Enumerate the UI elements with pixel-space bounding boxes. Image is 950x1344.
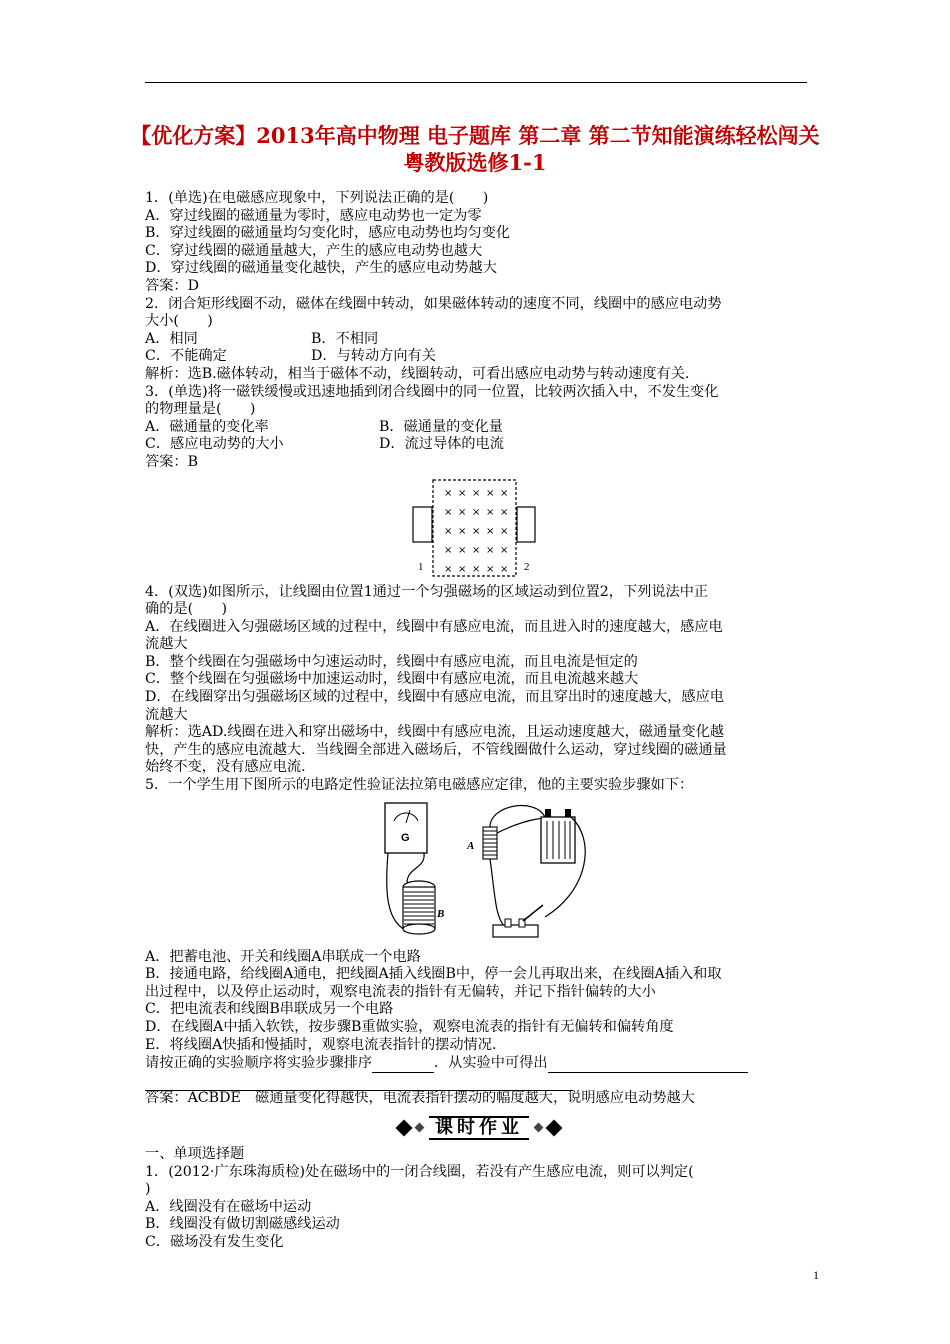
document-body	[145, 190, 813, 1252]
q5-step-a	[145, 949, 813, 967]
q4-stem-line2: 确的是( )	[145, 601, 228, 618]
coil-a-label: A	[467, 839, 475, 852]
q1-option-d: D．穿过线圈的磁通量变化越快，产生的感应电动势越大	[145, 260, 497, 277]
field-cross-mark: ×	[444, 563, 453, 575]
q5-step-d: D．在线圈A中插入软铁，按步骤B重做实验，观察电流表的指针有无偏转和偏转角度	[145, 1019, 674, 1035]
q4-option-d-line1: D．在线圈穿出匀强磁场区域的过程中，线圈中有感应电流，而且穿出时的速度越大，感应电	[145, 689, 724, 706]
order-answer-blank	[372, 1054, 434, 1073]
q1-answer: 答案：D	[145, 277, 199, 294]
field-cross-mark: ×	[472, 506, 481, 518]
q4-option-a-line1: A．在线圈进入匀强磁场区域的过程中，线圈中有感应电流，而且进入时的速度越大，感应电	[145, 618, 723, 635]
q5-blank-line2	[145, 1073, 813, 1091]
q2-option-d: D．与转动方向有关	[311, 348, 436, 365]
q3-option-a: A．磁通量的变化率	[145, 418, 269, 435]
field-cross-mark: ×	[500, 525, 509, 537]
homework-heading: 一、单项选择题	[145, 1145, 245, 1162]
field-cross-mark: ×	[458, 506, 467, 518]
q1-option-b: B．穿过线圈的磁通量均匀变化时，感应电动势也均匀变化	[145, 225, 511, 242]
diamond-icon	[546, 1119, 563, 1136]
homework-q1-line1: 1．(2012·广东珠海质检)处在磁场中的一闭合线圈，若没有产生感应电流，则可以判定(	[145, 1163, 694, 1180]
q4-analysis-line2: 快，产生的感应电流越大．当线圈全部进入磁场后，不管线圈做什么运动，穿过线圈的磁通量	[145, 741, 727, 758]
small-diamond-icon	[415, 1123, 425, 1133]
q2-option-c: C．不能确定	[145, 348, 227, 365]
q3-option-c: C．感应电动势的大小	[145, 436, 284, 453]
field-cross-mark: ×	[444, 487, 453, 499]
q2-stem-line2: 大小( )	[145, 313, 213, 330]
q5-question	[145, 1054, 813, 1073]
q3-options-row2	[145, 436, 813, 454]
q4-analysis-line3: 始终不变，没有感应电流.	[145, 759, 306, 776]
diamond-icon	[396, 1119, 413, 1136]
q5-step-c: C．把电流表和线圈B串联成另一个电路	[145, 1001, 394, 1018]
q1-option-a: A．穿过线圈的磁通量为零时，感应电动势也一定为零	[145, 207, 482, 224]
field-cross-mark: ×	[444, 525, 453, 537]
coil-b-label: B	[437, 907, 445, 920]
page-number: 1	[813, 1268, 819, 1282]
q3-answer: 答案：B	[145, 453, 198, 470]
field-cross-mark: ×	[500, 544, 509, 556]
q2-options-row1	[145, 331, 813, 349]
small-diamond-icon	[534, 1123, 544, 1133]
q4-option-a-line2: 流越大	[145, 636, 188, 653]
conclusion-answer-blank-2	[145, 1073, 573, 1092]
magnetic-field-diagram	[145, 476, 813, 584]
header-rule	[145, 82, 807, 83]
field-cross-mark: ×	[486, 544, 495, 556]
q5-answer: 答案：ACBDE 磁通量变化得越快，电流表指针摆动的幅度越大，说明感应电动势越大	[145, 1090, 695, 1107]
q5-question-part2: ．从实验中可得出	[434, 1055, 548, 1072]
q3-stem-line1: 3．(单选)将一磁铁缓慢或迅速地插到闭合线圈中的同一位置，比较两次插入中，不发生变化	[145, 383, 719, 400]
field-cross-mark: ×	[500, 563, 509, 575]
homework-q1-option-b: B．线圈没有做切割磁感线运动	[145, 1216, 340, 1233]
q4-option-d-line2: 流越大	[145, 706, 188, 723]
field-cross-mark: ×	[458, 544, 467, 556]
field-cross-mark: ×	[500, 487, 509, 499]
q4-option-b: B．整个线圈在匀强磁场中匀速运动时，线圈中有感应电流，而且电流是恒定的	[145, 653, 638, 670]
q2-analysis: 解析：选B.磁体转动，相当于磁体不动，线圈转动，可看出感应电动势与转动速度有关.	[145, 365, 690, 382]
q1-option-c: C．穿过线圈的磁通量越大，产生的感应电动势也越大	[145, 242, 483, 259]
field-cross-mark: ×	[472, 487, 481, 499]
field-cross-mark: ×	[486, 506, 495, 518]
q5-question-part1: 请按正确的实验顺序将实验步骤排序	[145, 1055, 373, 1072]
q4-option-c: C．整个线圈在匀强磁场中加速运动时，线圈中有感应电流，而且电流越来越大	[145, 671, 639, 688]
galvanometer-label: G	[401, 831, 410, 844]
q2-options-row2	[145, 348, 813, 366]
field-cross-mark: ×	[458, 487, 467, 499]
q3-option-b: B．磁通量的变化量	[379, 418, 503, 435]
field-cross-mark: ×	[444, 506, 453, 518]
field-cross-mark: ×	[486, 525, 495, 537]
q5-step-b-line1: B．接通电路，给线圈A通电，把线圈A插入线圈B中，停一会儿再取出来，在线圈A插入和取	[145, 966, 722, 983]
field-cross-mark: ×	[444, 544, 453, 556]
position-2-label: 2	[524, 560, 530, 573]
q5-stem: 5．一个学生用下图所示的电路定性验证法拉第电磁感应定律，他的主要实验步骤如下：	[145, 777, 694, 794]
field-cross-mark: ×	[500, 506, 509, 518]
q3-stem-line2: 的物理量是( )	[145, 401, 256, 418]
field-cross-mark: ×	[486, 563, 495, 575]
q4-analysis-line1: 解析：选AD.线圈在进入和穿出磁场中，线圈中有感应电流，且运动速度越大，磁通量变化越	[145, 724, 724, 741]
field-cross-mark: ×	[458, 525, 467, 537]
q5-step-a-text: A．把蓄电池、开关和线圈A串联成一个电路	[145, 948, 421, 965]
q3-option-d: D．流过导体的电流	[379, 436, 504, 453]
conclusion-answer-blank	[548, 1054, 748, 1073]
q2-option-b: B．不相同	[311, 330, 379, 347]
homework-banner-text: 课时作业	[429, 1116, 529, 1140]
q5-step-e: E．将线圈A快插和慢插时，观察电流表指针的摆动情况.	[145, 1036, 497, 1053]
field-cross-mark: ×	[472, 563, 481, 575]
q1-stem: 1．(单选)在电磁感应现象中，下列说法正确的是( )	[145, 190, 489, 206]
figure-magnetic-field	[145, 476, 813, 584]
q5-step-b-line2: 出过程中，以及停止运动时，观察电流表的指针有无偏转，并记下指针偏转的大小	[145, 983, 656, 1000]
page-title: 【优化方案】2013年高中物理 电子题库 第二章 第二节知能演练轻松闯关 粤教版选修1-1	[130, 123, 820, 175]
q4-stem-line1: 4．(双选)如图所示，让线圈由位置1通过一个匀强磁场的区域运动到位置2，下列说法中正	[145, 583, 709, 600]
circuit-diagram	[145, 799, 813, 949]
figure-circuit	[145, 799, 813, 949]
field-cross-mark: ×	[458, 563, 467, 575]
homework-q1-option-c: C．磁场没有发生变化	[145, 1233, 284, 1250]
homework-banner	[145, 1114, 813, 1142]
q3-options-row1	[145, 419, 813, 437]
field-cross-mark: ×	[472, 544, 481, 556]
field-cross-mark: ×	[486, 487, 495, 499]
homework-q1-line2: )	[145, 1181, 151, 1198]
field-cross-mark: ×	[472, 525, 481, 537]
q2-stem-line1: 2．闭合矩形线圈不动，磁体在线圈中转动，如果磁体转动的速度不同，线圈中的感应电动势	[145, 295, 722, 312]
homework-q1-option-a: A．线圈没有在磁场中运动	[145, 1198, 312, 1215]
q2-option-a: A．相同	[145, 330, 198, 347]
position-1-label: 1	[418, 560, 424, 573]
